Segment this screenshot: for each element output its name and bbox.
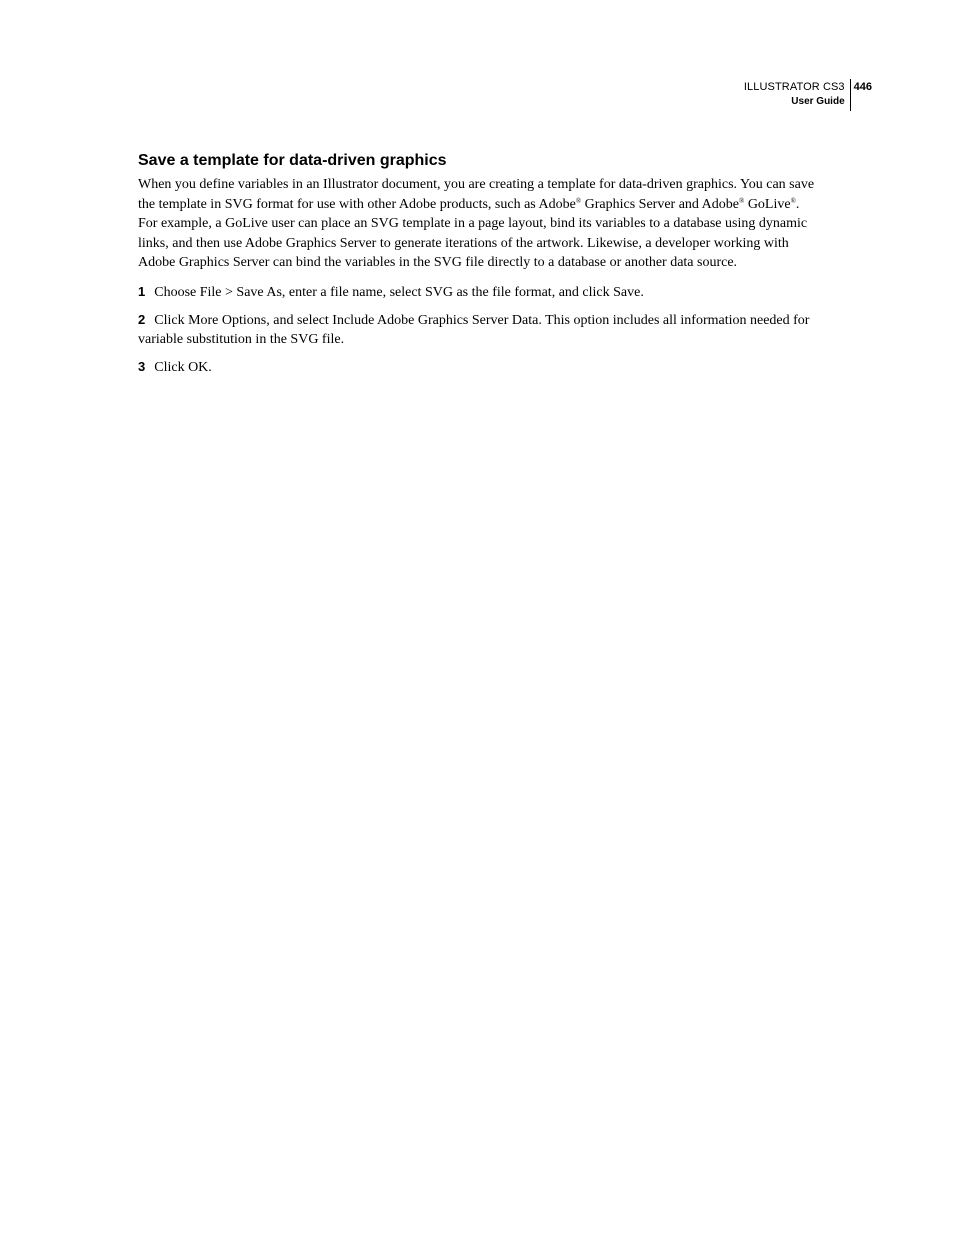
page-header	[744, 79, 872, 111]
step-text: Click More Options, and select Include Adobe Graphics Server Data. This option includes all information needed for variable substitution in the SVG file.	[138, 312, 810, 348]
guide-name: User Guide	[791, 96, 845, 107]
step-item	[138, 310, 818, 350]
step-text: Click OK.	[154, 359, 212, 375]
header-text	[744, 79, 851, 111]
intro-text-part-4: . For example, a GoLive user can place an SVG template in a page layout, bind its variables to a database using dynamic links, and then use Adobe Graphics Server to generate iterations of the artwork. Likewise, a developer working with Adobe Graphics Server can bind the variables in the SVG file directly to a database or another data source.	[138, 196, 808, 271]
registered-mark: ®	[575, 196, 582, 205]
step-item	[138, 357, 818, 378]
step-number: 3	[138, 358, 146, 374]
step-item	[138, 282, 818, 303]
step-text: Choose File > Save As, enter a file name, select SVG as the file format, and click Save.	[154, 284, 644, 300]
page-number: 446	[853, 81, 872, 93]
intro-text-part-1: When you define variables in an Illustrator document, you are creating a template for data-driven graphics. You can save the template in SVG format for use with other Adobe products, such as Adobe	[138, 177, 815, 212]
steps-list	[138, 282, 818, 377]
intro-text-part-2: Graphics Server and Adobe	[581, 196, 739, 212]
step-number: 2	[138, 311, 146, 327]
registered-mark: ®	[738, 196, 745, 205]
section-title: Save a template for data-driven graphics	[138, 152, 447, 169]
main-content	[138, 150, 818, 377]
step-number: 1	[138, 283, 146, 299]
intro-text-part-3: GoLive	[744, 196, 791, 212]
intro-paragraph	[138, 175, 818, 273]
product-name: ILLUSTRATOR CS3	[743, 81, 845, 93]
registered-mark: ®	[790, 196, 796, 205]
